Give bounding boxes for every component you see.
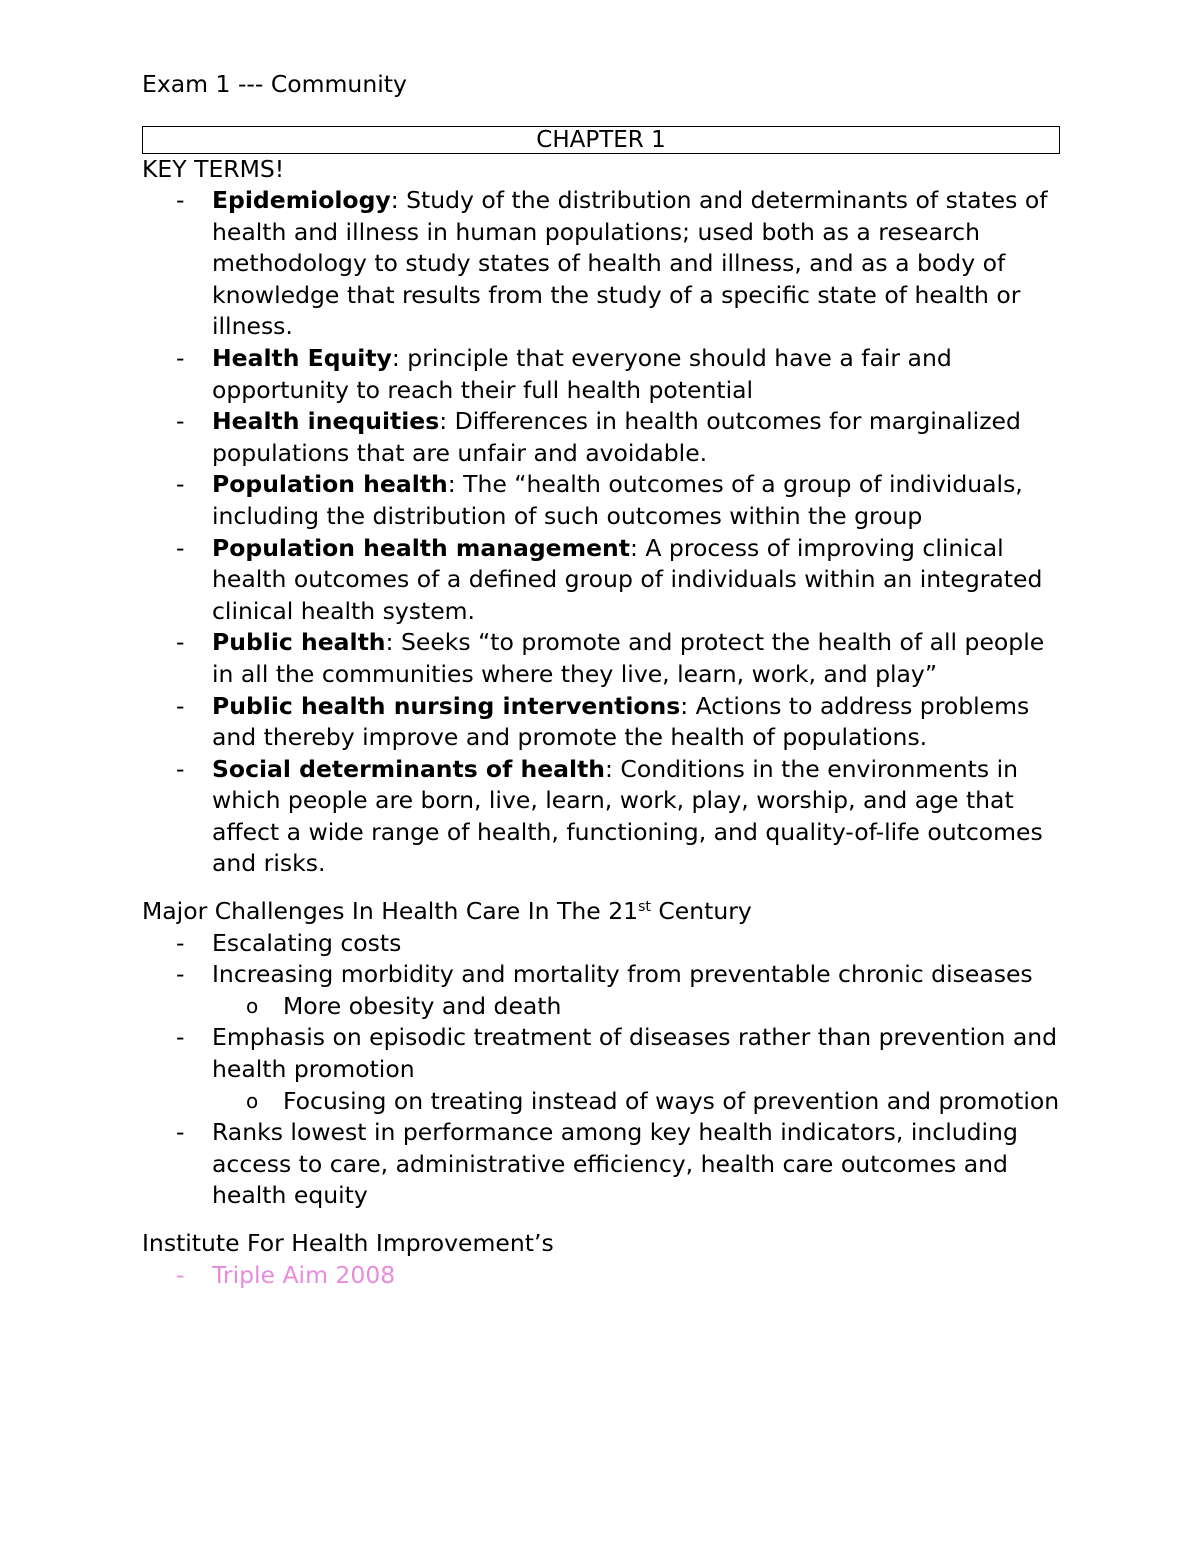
dash-bullet: -: [176, 928, 185, 957]
key-term-separator: :: [447, 470, 464, 499]
challenge-sublist: [212, 991, 1060, 1023]
key-term-definition: Actions to address problems and thereby improve and promote the health of populations.: [212, 691, 1030, 752]
dash-bullet: -: [176, 1260, 185, 1289]
dash-bullet: -: [176, 343, 185, 372]
circle-bullet: o: [246, 993, 259, 1018]
challenge-text: Escalating costs: [212, 928, 402, 957]
key-term-definition: A process of improving clinical health outcomes of a defined group of individuals within an integrated clinical health system.: [212, 533, 1043, 625]
dash-bullet: -: [176, 628, 185, 657]
challenges-heading-suffix: Century: [650, 897, 752, 926]
circle-bullet: o: [246, 1088, 259, 1113]
challenges-heading-superscript: st: [638, 899, 651, 916]
dash-bullet: -: [176, 186, 185, 214]
challenge-sublist: [212, 1086, 1060, 1118]
dash-bullet: -: [176, 960, 185, 989]
key-term-separator: :: [385, 628, 401, 657]
challenge-text: Emphasis on episodic treatment of diseases rather than prevention and health promotion: [212, 1023, 1058, 1084]
key-term-separator: :: [605, 754, 621, 783]
challenges-heading: [142, 896, 1060, 928]
challenge-subitem-text: More obesity and death: [283, 991, 562, 1020]
key-term-item: [142, 469, 1060, 532]
dash-bullet: -: [176, 470, 185, 499]
key-term-separator: :: [390, 186, 407, 214]
key-term-separator: :: [391, 343, 408, 372]
key-term-item: [142, 627, 1060, 690]
key-term-definition: Seeks “to promote and protect the health of all people in all the communities where they live, learn, work, and play”: [212, 628, 1045, 688]
key-term-definition: Conditions in the environments in which people are born, live, learn, work, play, worship, and age that affect a wide range of health, functioning, and quality-of-life outcomes and risks.: [212, 754, 1043, 878]
challenge-item: [142, 959, 1060, 1022]
key-term-definition: The “health outcomes of a group of individuals, including the distribution of such outcomes within the group: [212, 470, 1023, 530]
key-term-item: [142, 691, 1060, 754]
dash-bullet: -: [176, 691, 185, 720]
challenge-text: Ranks lowest in performance among key health indicators, including access to care, administrative efficiency, health care outcomes and health equity: [212, 1118, 1018, 1210]
key-term-name: Social determinants of health: [212, 754, 606, 783]
institute-heading: Institute For Health Improvement’s: [142, 1229, 554, 1257]
key-term-separator: :: [680, 691, 696, 720]
key-term-name: Health Equity: [212, 343, 392, 372]
key-term-definition: Study of the distribution and determinants of states of health and illness in human populations; used both as a research methodology to study states of health and illness, and as a body of knowledge that results from the study of a specific state of health or illness.: [212, 186, 1048, 341]
dash-bullet: -: [176, 533, 185, 562]
key-term-definition: principle that everyone should have a fair and opportunity to reach their full health potential: [212, 343, 952, 404]
dash-bullet: -: [176, 754, 185, 783]
document-title: Exam 1 --- Community: [142, 70, 407, 98]
challenges-list: [142, 928, 1060, 1212]
key-term-name: Population health: [212, 470, 448, 499]
key-term-name: Population health management: [212, 533, 630, 562]
key-term-item: [142, 185, 1060, 343]
challenge-subitem: [212, 991, 1060, 1023]
key-term-name: Epidemiology: [212, 186, 391, 214]
key-term-name: Health inequities: [212, 407, 440, 436]
dash-bullet: -: [176, 1023, 185, 1052]
challenge-subitem-text: Focusing on treating instead of ways of prevention and promotion: [283, 1086, 1060, 1115]
challenge-text: Increasing morbidity and mortality from preventable chronic diseases: [212, 960, 1033, 989]
institute-item: [142, 1260, 1060, 1292]
key-term-separator: :: [630, 533, 646, 562]
key-term-item: [142, 533, 1060, 628]
institute-list: [142, 1260, 1060, 1292]
challenges-heading-text: Major Challenges In Health Care In The 21: [142, 897, 639, 926]
key-term-name: Public health nursing interventions: [212, 691, 681, 720]
challenge-item: [142, 928, 1060, 960]
document-page: [142, 68, 1060, 1291]
key-term-item: [142, 343, 1060, 406]
triple-aim-text: Triple Aim 2008: [212, 1260, 396, 1289]
challenge-subitem: [212, 1086, 1060, 1118]
key-term-name: Public health: [212, 628, 386, 657]
challenge-item: [142, 1022, 1060, 1117]
dash-bullet: -: [176, 1118, 185, 1147]
key-term-item: [142, 406, 1060, 469]
chapter-heading-box: CHAPTER 1: [142, 126, 1060, 154]
dash-bullet: -: [176, 407, 185, 436]
key-terms-list: [142, 185, 1060, 880]
key-term-definition: Differences in health outcomes for marginalized populations that are unfair and avoidable.: [212, 407, 1021, 467]
key-term-item: [142, 754, 1060, 880]
key-term-separator: :: [439, 407, 455, 436]
key-terms-label: KEY TERMS!: [142, 155, 285, 183]
challenge-item: [142, 1117, 1060, 1212]
